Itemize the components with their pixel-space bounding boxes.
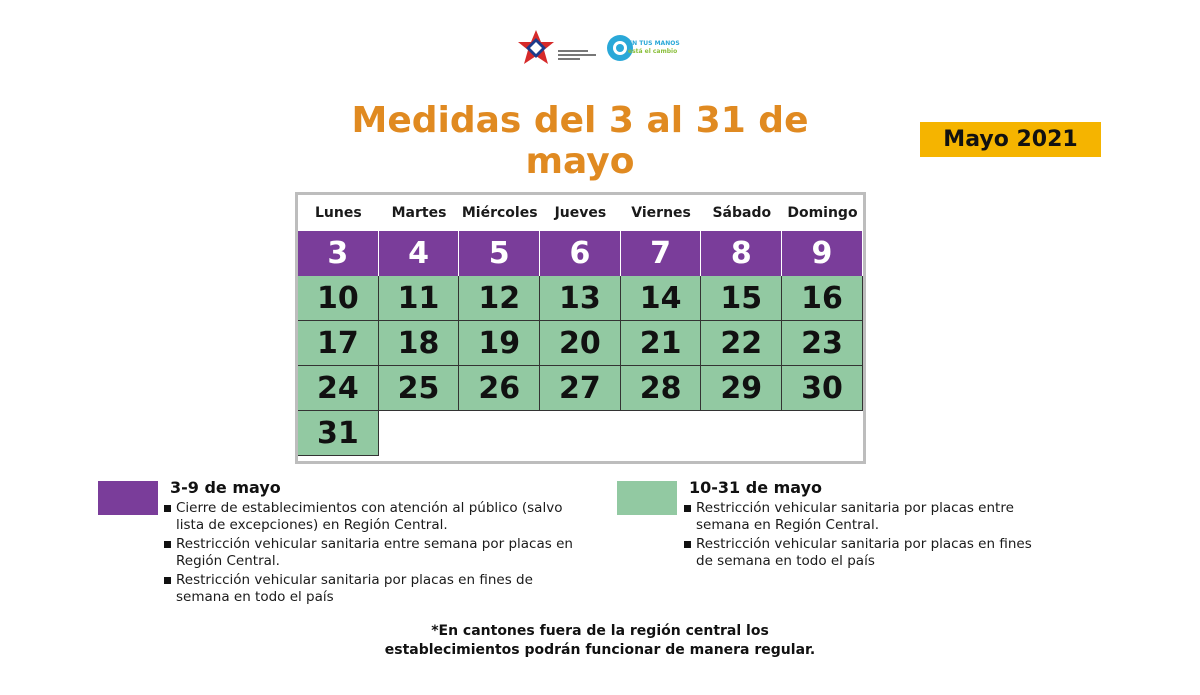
calendar-day: 19 [459, 321, 540, 366]
calendar-empty-cell [379, 411, 460, 456]
legend-swatch-purple [98, 481, 158, 515]
legend-item: Restricción vehicular sanitaria por placas entre semana en Región Central. [684, 500, 1044, 534]
calendar-day: 27 [540, 366, 621, 411]
calendar-day: 12 [459, 276, 540, 321]
weekday-miercoles: Miércoles [461, 205, 538, 221]
calendar-day: 24 [298, 366, 379, 411]
government-star-logo [516, 28, 556, 68]
legend-list-period2 [684, 500, 1044, 572]
month-badge: Mayo 2021 [920, 122, 1101, 157]
legend-item: Restricción vehicular sanitaria por placas en fines de semana en todo el país [684, 536, 1044, 570]
legend-swatch-green [617, 481, 677, 515]
calendar-day: 6 [540, 231, 621, 276]
logo-left-caption [558, 48, 596, 62]
calendar-day: 21 [621, 321, 702, 366]
calendar-day: 14 [621, 276, 702, 321]
calendar-day: 30 [782, 366, 863, 411]
calendar-day: 16 [782, 276, 863, 321]
weekday-lunes: Lunes [315, 205, 362, 221]
calendar-day: 31 [298, 411, 379, 456]
legend-title-period2: 10-31 de mayo [689, 478, 823, 497]
calendar-day: 9 [782, 231, 863, 276]
legend-item: Restricción vehicular sanitaria entre semana por placas en Región Central. [164, 536, 574, 570]
calendar-day: 13 [540, 276, 621, 321]
calendar-day: 4 [379, 231, 460, 276]
calendar [295, 192, 866, 464]
weekday-sabado: Sábado [712, 205, 772, 221]
logo-right-caption [628, 40, 680, 56]
calendar-weekday-header [298, 195, 863, 231]
calendar-day: 29 [701, 366, 782, 411]
calendar-week-4 [298, 366, 863, 411]
calendar-week-3 [298, 321, 863, 366]
page-title: Medidas del 3 al 31 de mayo [351, 100, 809, 182]
legend-item: Cierre de establecimientos con atención al público (salvo lista de excepciones) en Región Central. [164, 500, 574, 534]
calendar-day: 10 [298, 276, 379, 321]
calendar-day: 28 [621, 366, 702, 411]
footnote [300, 622, 900, 660]
weekday-jueves: Jueves [554, 205, 607, 221]
calendar-week-2 [298, 276, 863, 321]
footnote-line1: *En cantones fuera de la región central los [431, 623, 769, 639]
weekday-domingo: Domingo [787, 205, 858, 221]
calendar-day: 22 [701, 321, 782, 366]
calendar-week-5 [298, 411, 863, 456]
logo-right-text-line2: está el cambio [628, 48, 678, 55]
calendar-day: 23 [782, 321, 863, 366]
calendar-day: 20 [540, 321, 621, 366]
calendar-week-1 [298, 231, 863, 276]
calendar-day: 11 [379, 276, 460, 321]
calendar-day: 8 [701, 231, 782, 276]
calendar-day: 5 [459, 231, 540, 276]
weekday-martes: Martes [391, 205, 447, 221]
calendar-day: 15 [701, 276, 782, 321]
logo-right-text-line1: EN TUS MANOS [628, 40, 680, 47]
weekday-viernes: Viernes [631, 205, 691, 221]
calendar-day: 25 [379, 366, 460, 411]
calendar-day: 18 [379, 321, 460, 366]
calendar-day: 3 [298, 231, 379, 276]
calendar-day: 7 [621, 231, 702, 276]
footnote-line2: establecimientos podrán funcionar de manera regular. [384, 642, 816, 658]
legend-title-period1: 3-9 de mayo [170, 478, 281, 497]
calendar-day: 26 [459, 366, 540, 411]
legend-list-period1 [164, 500, 574, 608]
legend-item: Restricción vehicular sanitaria por placas en fines de semana en todo el país [164, 572, 574, 606]
header-logos [516, 28, 686, 70]
calendar-day: 17 [298, 321, 379, 366]
